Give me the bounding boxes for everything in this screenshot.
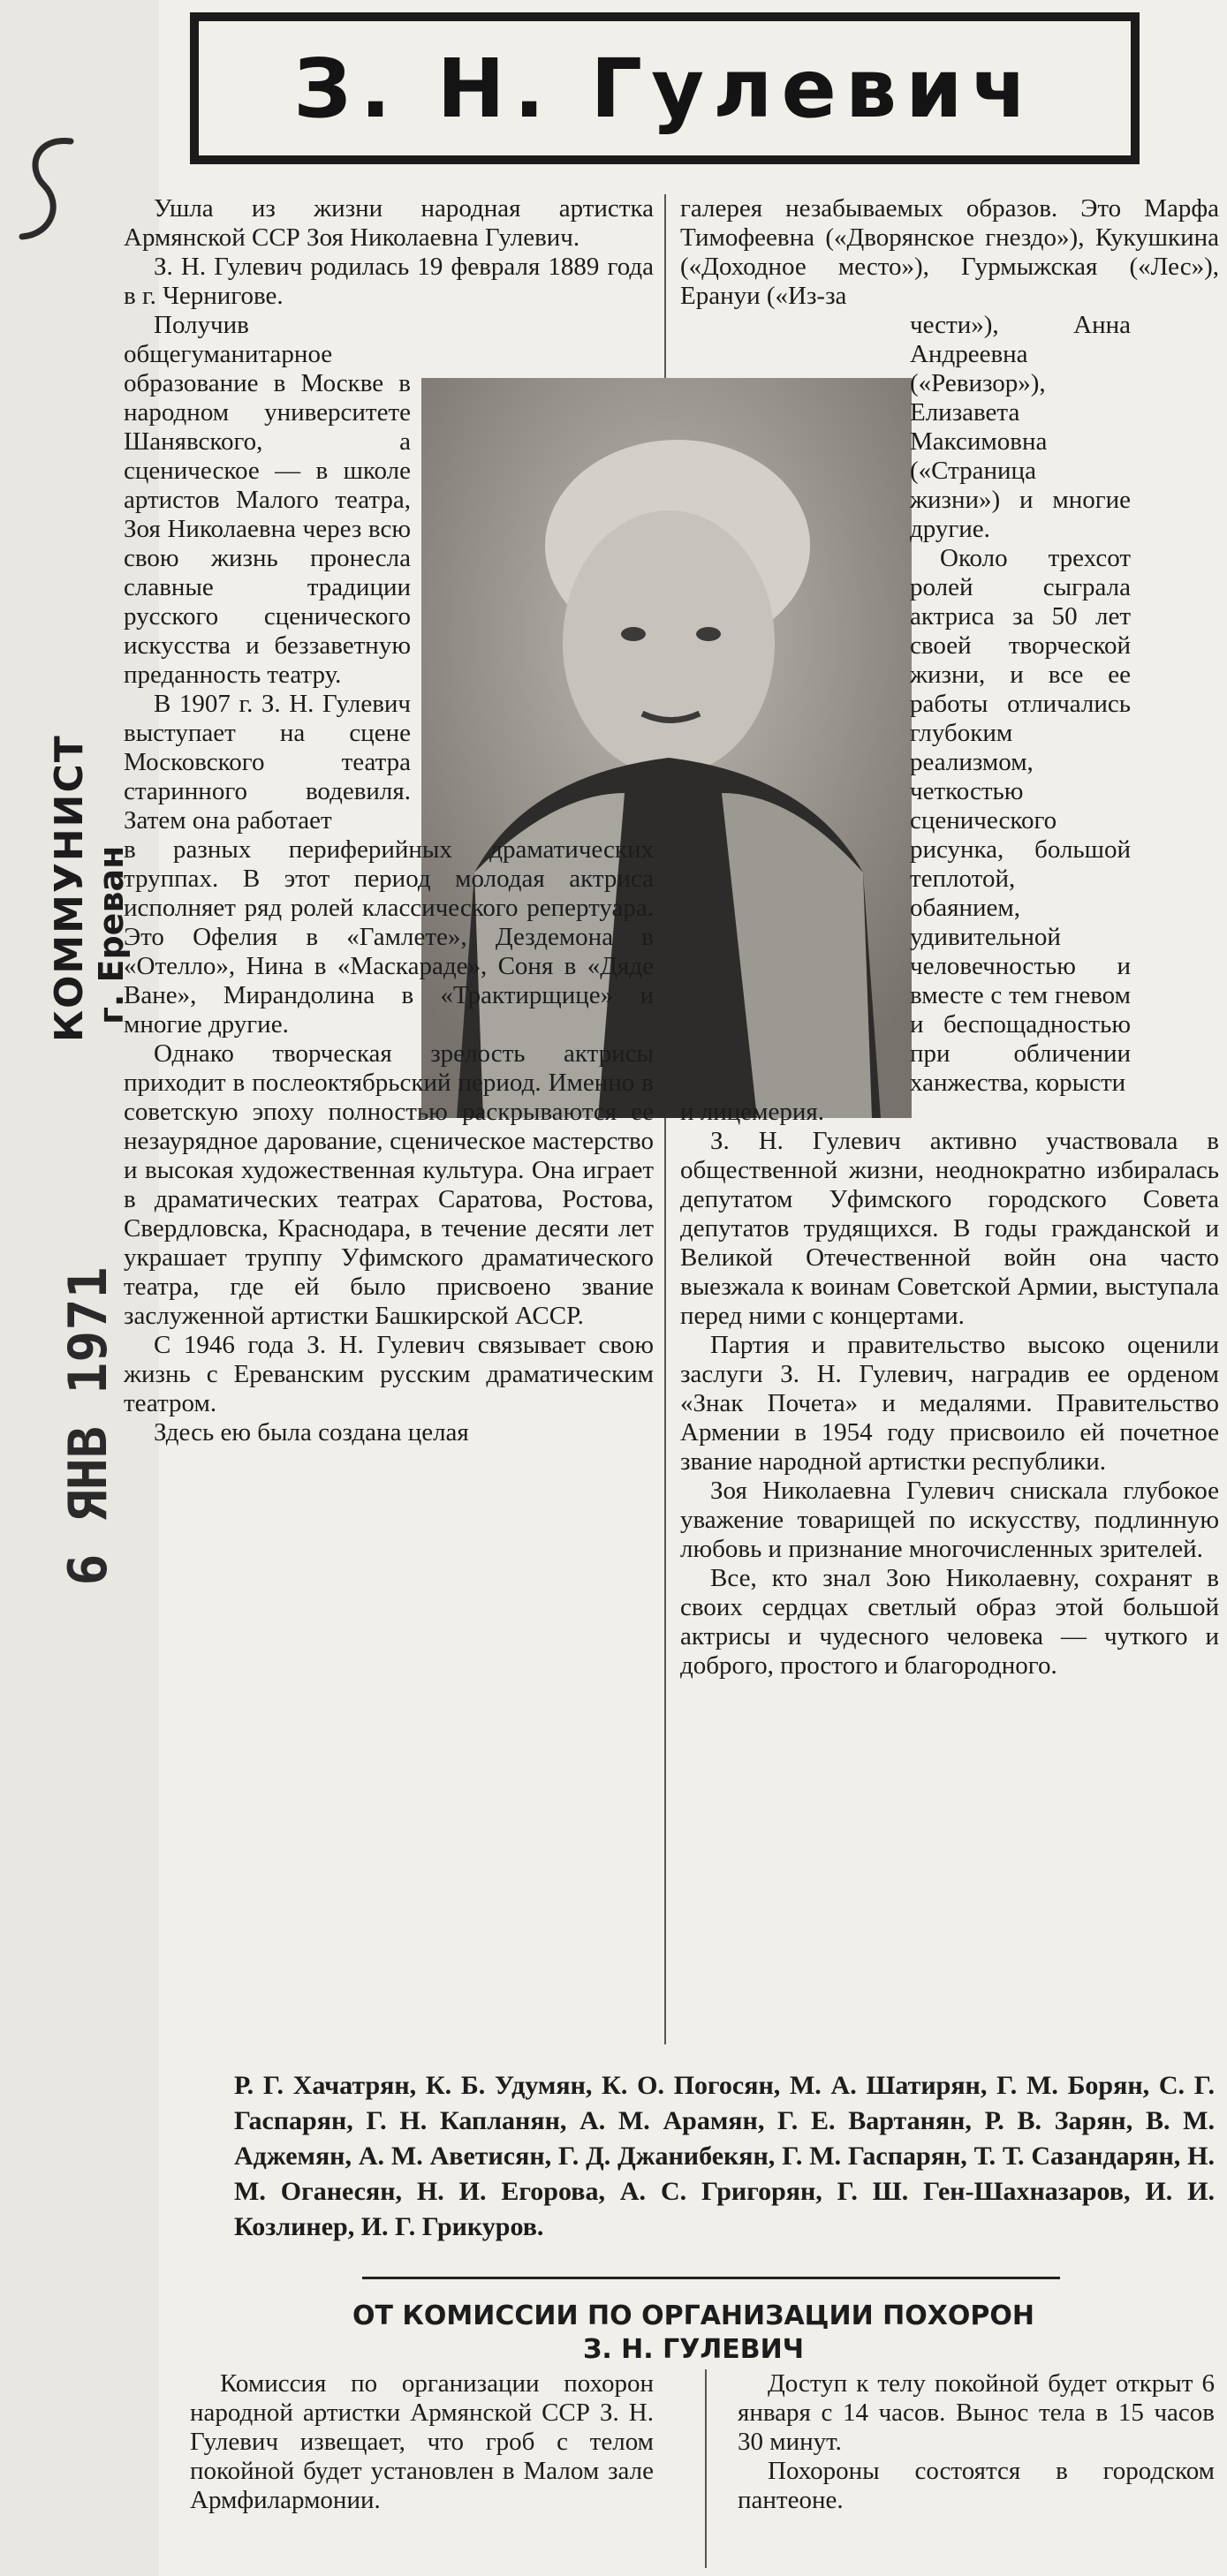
text-beside-photo-right — [910, 311, 1131, 1098]
paragraph: С 1946 года З. Н. Гулевич связывает свою жизнь с Ереванским русским драматическим театром. — [124, 1331, 654, 1417]
commission-heading — [230, 2300, 1157, 2367]
paragraph: Все, кто знал Зою Николаевну, сохранят в своих сердцах светлый образ этой большой актрисы и чудесного человека — чуткого и доброго, простого и благородного. — [680, 1564, 1219, 1680]
paragraph: З. Н. Гулевич активно участвовала в общественной жизни, неоднократно избиралась депутатом Уфимского городского Совета депутатов трудящихся. В годы гражданской и Великой Отечественной войн она часто выезжала к воинам Советской Армии, выступала перед ними с концертами. — [680, 1127, 1219, 1330]
paragraph: чести»), Анна Андреевна («Ревизор»), Елизавета Максимовна («Страница жизни») и многие другие. — [910, 311, 1131, 543]
date-stamp: 6 ЯНВ 1971 — [57, 1266, 119, 1586]
paragraph: Доступ к телу покойной будет открыт 6 января с 14 часов. Вынос тела в 15 часов 30 минут. — [738, 2369, 1215, 2456]
paragraph: Ушла из жизни народная артистка Армянской ССР Зоя Николаевна Гулевич. — [124, 194, 654, 252]
paragraph: З. Н. Гулевич родилась 19 февраля 1889 года в г. Чернигове. — [124, 253, 654, 310]
commission-title-line1: ОТ КОМИССИИ ПО ОРГАНИЗАЦИИ ПОХОРОН — [352, 2300, 1035, 2331]
paragraph: Партия и правительство высоко оценили заслуги З. Н. Гулевич, наградив ее орденом «Знак Почета» и медалями. Правительство Армении в 1954 году присвоило ей почетное звание народной артистки республики. — [680, 1331, 1219, 1476]
paragraph: и лицемерия. — [680, 1098, 824, 1126]
paragraph: Комиссия по организации похорон народной артистки Армянской ССР З. Н. Гулевич извещает, что гроб с телом покойной будет установлен в Малом зале Армфилармонии. — [190, 2369, 654, 2514]
article-left-column — [124, 194, 654, 1447]
commission-right-column — [738, 2369, 1215, 2515]
paragraph: В 1907 г. З. Н. Гулевич выступает на сцене Московского театра старинного водевиля. Затем она работает — [124, 690, 411, 835]
commission-left-column — [190, 2369, 654, 2515]
handwritten-mark — [9, 132, 106, 247]
paragraph: Зоя Николаевна Гулевич снискала глубокое уважение товарищей по искусству, подлинную любовь и признание многочисленных зрителей. — [680, 1477, 1219, 1563]
page-title: З. Н. Гулевич — [293, 41, 1036, 136]
paragraph: Похороны состоятся в городском пантеоне. — [738, 2457, 1215, 2514]
paragraph: галерея незабываемых образов. Это Марфа Тимофеевна («Дворянское гнездо»), Кукушкина («Доходное место»), Гурмыжская («Лес»), Ерануи («Из-за — [680, 194, 1219, 310]
commission-title-line2: З. Н. ГУЛЕВИЧ — [583, 2334, 804, 2365]
signatories-list: Р. Г. Хачатрян, К. Б. Удумян, К. О. Погосян, М. А. Шатирян, Г. М. Борян, С. Г. Гаспарян, Г. Н. Капланян, А. М. Арамян, Г. Е. Вартанян, Р. В. Зарян, В. М. Аджемян, А. М. Аветисян, Г. Д. Джанибекян, Г. М. Гаспарян, Т. Т. Сазандарян, Н. М. Оганесян, Н. И. Егорова, А. С. Григорян, Г. Ш. Ген-Шахназаров, И. И. Козлинер, И. Г. Грикуров. — [234, 2071, 1215, 2241]
column-divider — [705, 2369, 707, 2568]
newspaper-city: г. Ереван — [91, 845, 131, 1024]
paragraph: Здесь ею была создана целая — [154, 1418, 469, 1447]
newspaper-name: КОММУНИСТ — [46, 734, 92, 1042]
paragraph: в разных периферийных драматических труппах. В этот период молодая актриса исполняет ряд ролей классического репертуара. Это Офелия в «Гамлете», Дездемона в «Отелло», Нина в «Маскараде», Соня в «Дяде Ване», Мирандолина в «Трактирщице» и многие другие. — [124, 835, 654, 1039]
article-right-column — [680, 194, 1219, 1681]
title-frame — [190, 12, 1140, 164]
paragraph: Около трехсот ролей сыграла актриса за 50 лет своей творческой жизни, и все ее работы отличались глубоким реализмом, четкостью сценического рисунка, большой теплотой, обаянием, удивительной человечностью и вместе с тем гневом и беспощадностью при обличении ханжества, корысти — [910, 544, 1131, 1097]
paragraph: Однако творческая зрелость актрисы приходит в послеоктябрьский период. Именно в советскую эпоху полностью раскрываются ее незаурядное дарование, сценическое мастерство и высокая художественная культура. Она играет в драматических театрах Саратова, Ростова, Свердловска, Краснодара, в течение десяти лет украшает труппу Уфимского драматического театра, где ей было присвоено звание заслуженной артистки Башкирской АССР. — [124, 1039, 654, 1330]
text-beside-photo-left — [124, 311, 411, 835]
paragraph: Получив общегуманитарное образование в Москве в народном университете Шанявского, а сценическое — в школе артистов Малого театра, Зоя Николаевна через всю свою жизнь пронесла славные традиции русского сценического искусства и беззаветную преданность театру. — [124, 311, 411, 689]
section-divider — [362, 2277, 1060, 2279]
